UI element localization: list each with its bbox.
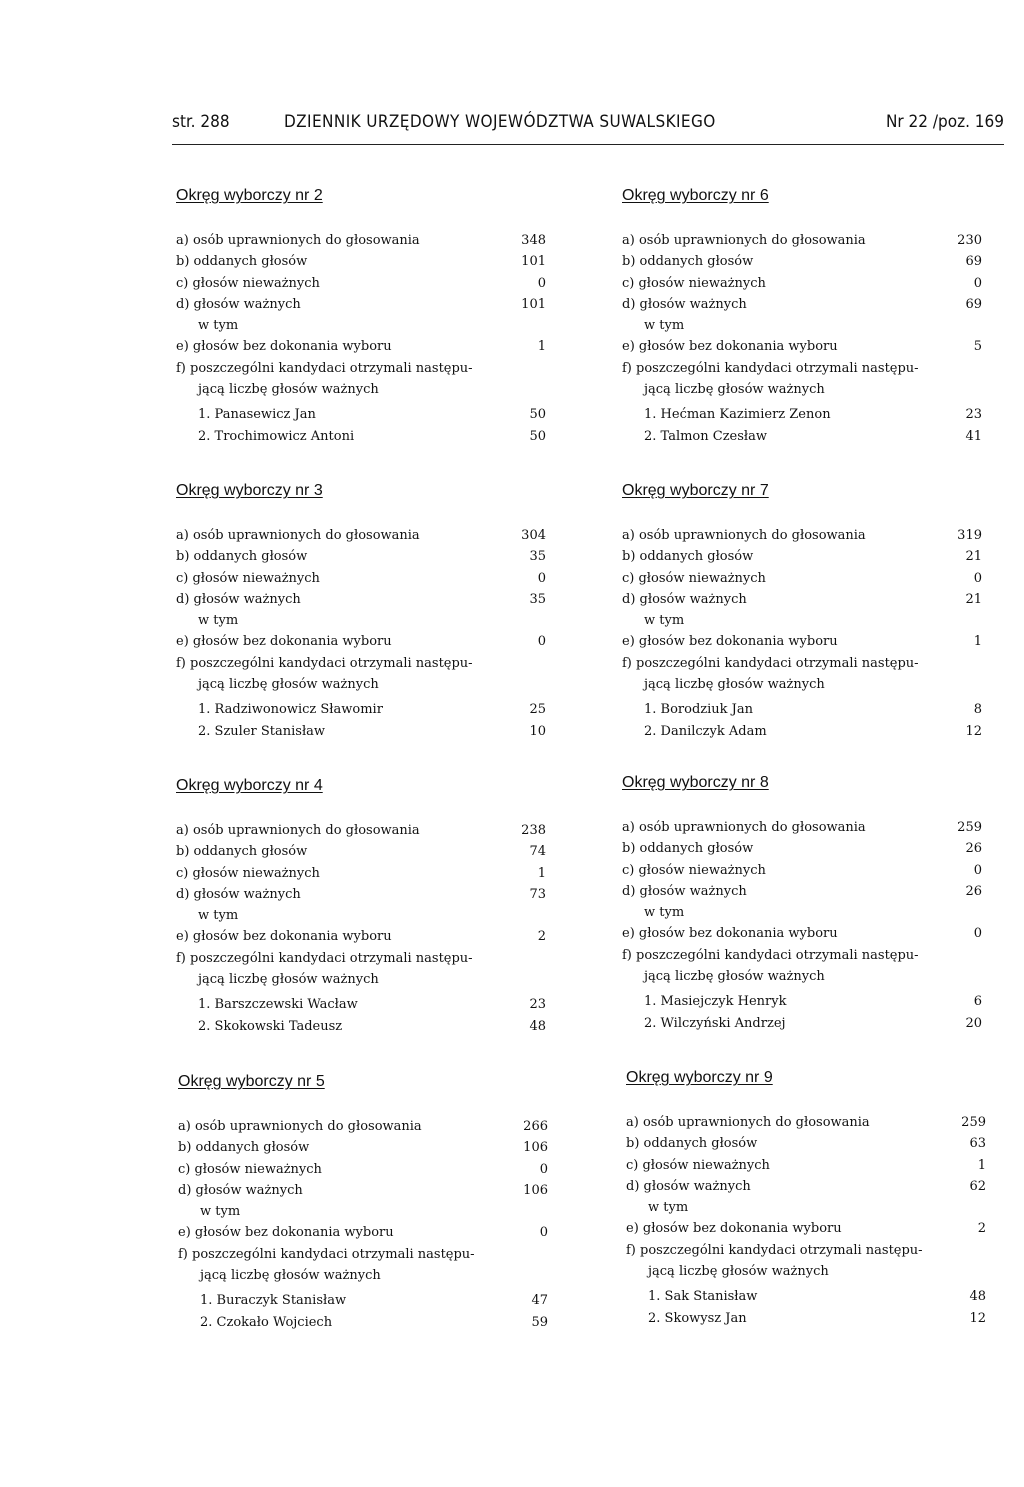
invalid-votes-row — [622, 568, 982, 589]
invalid-votes-value: 1 — [977, 1157, 986, 1173]
invalid-votes-label: c) głosów nieważnych — [622, 275, 766, 291]
w-tym-label: w tym — [198, 908, 239, 924]
invalid-votes-value: 1 — [537, 865, 546, 881]
no-choice-votes-label: e) głosów bez dokonania wyboru — [622, 339, 838, 355]
eligible-voters-value: 348 — [521, 233, 546, 248]
candidate-row — [176, 994, 546, 1015]
votes-cast-row — [176, 841, 546, 862]
no-choice-votes-label: e) głosów bez dokonania wyboru — [176, 634, 392, 650]
candidates-intro-line1: f) poszczególni kandydaci otrzymali następu- — [626, 1242, 923, 1258]
candidates-intro-line2: jącą liczbę głosów ważnych — [648, 1264, 829, 1280]
votes-cast-value: 101 — [521, 254, 546, 270]
invalid-votes-row — [622, 273, 982, 294]
w-tym-label: w tym — [198, 613, 239, 629]
votes-cast-label: b) oddanych głosów — [178, 1140, 310, 1156]
eligible-voters-row — [178, 1116, 548, 1137]
candidate-votes: 25 — [529, 702, 546, 718]
page-number: str. 288 — [172, 112, 230, 132]
candidates-intro-line2: jącą liczbę głosów ważnych — [644, 382, 825, 398]
no-choice-votes-value: 5 — [973, 339, 982, 355]
votes-cast-row — [622, 838, 982, 859]
valid-votes-row — [622, 881, 982, 902]
candidate-name: 2. Skowysz Jan — [648, 1310, 747, 1326]
candidate-row — [176, 721, 546, 742]
votes-cast-label: b) oddanych głosów — [176, 549, 308, 565]
no-choice-votes-row — [176, 631, 546, 652]
candidate-votes: 12 — [969, 1310, 986, 1326]
eligible-voters-value: 319 — [957, 528, 982, 543]
invalid-votes-label: c) głosów nieważnych — [622, 862, 766, 878]
votes-cast-label: b) oddanych głosów — [176, 844, 308, 860]
candidate-name: 2. Skokowski Tadeusz — [198, 1018, 343, 1034]
no-choice-votes-value: 2 — [537, 929, 546, 945]
valid-votes-row — [626, 1176, 986, 1197]
district-2 — [176, 186, 546, 447]
valid-votes-value: 106 — [523, 1182, 548, 1198]
invalid-votes-row — [176, 568, 546, 589]
invalid-votes-value: 0 — [973, 862, 982, 878]
candidates-intro-line2: jącą liczbę głosów ważnych — [198, 382, 379, 398]
votes-cast-value: 69 — [965, 254, 982, 270]
valid-votes-row — [176, 589, 546, 610]
district-title: Okręg wyborczy nr 4 — [176, 777, 323, 794]
candidate-votes: 48 — [969, 1289, 986, 1305]
votes-cast-value: 106 — [523, 1140, 548, 1156]
no-choice-votes-row — [626, 1218, 986, 1239]
candidate-name: 2. Talmon Czesław — [644, 428, 768, 444]
votes-cast-row — [176, 251, 546, 272]
w-tym-label: w tym — [198, 318, 239, 334]
invalid-votes-value: 0 — [537, 570, 546, 586]
district-title: Okręg wyborczy nr 2 — [176, 187, 323, 204]
votes-cast-label: b) oddanych głosów — [626, 1136, 758, 1152]
candidate-votes: 48 — [529, 1018, 546, 1034]
candidate-name: 1. Sak Stanisław — [648, 1289, 758, 1305]
votes-cast-value: 26 — [965, 841, 982, 857]
valid-votes-label: d) głosów ważnych — [176, 886, 301, 902]
candidate-row — [176, 426, 546, 447]
no-choice-votes-row — [178, 1222, 548, 1243]
candidates-intro-line2: jącą liczbę głosów ważnych — [198, 677, 379, 693]
invalid-votes-label: c) głosów nieważnych — [176, 570, 320, 586]
eligible-voters-label: a) osób uprawnionych do głosowania — [176, 233, 420, 248]
w-tym-label: w tym — [644, 905, 685, 921]
no-choice-votes-value: 1 — [537, 339, 546, 355]
eligible-voters-value: 259 — [961, 1115, 986, 1130]
no-choice-votes-value: 2 — [977, 1221, 986, 1237]
votes-cast-label: b) oddanych głosów — [622, 841, 754, 857]
no-choice-votes-value: 0 — [973, 926, 982, 942]
no-choice-votes-label: e) głosów bez dokonania wyboru — [622, 926, 838, 942]
invalid-votes-row — [176, 273, 546, 294]
invalid-votes-value: 0 — [537, 275, 546, 291]
invalid-votes-label: c) głosów nieważnych — [176, 865, 320, 881]
votes-cast-row — [626, 1133, 986, 1154]
candidates-intro-line1: f) poszczególni kandydaci otrzymali następu- — [176, 360, 473, 376]
candidate-votes: 59 — [531, 1314, 548, 1330]
candidate-votes: 50 — [529, 407, 546, 423]
candidates-intro-line2: jącą liczbę głosów ważnych — [200, 1268, 381, 1284]
votes-cast-value: 21 — [965, 549, 982, 565]
candidate-votes: 6 — [973, 994, 982, 1010]
eligible-voters-label: a) osób uprawnionych do głosowania — [622, 820, 866, 835]
valid-votes-value: 21 — [965, 591, 982, 607]
no-choice-votes-label: e) głosów bez dokonania wyboru — [176, 929, 392, 945]
votes-cast-row — [622, 251, 982, 272]
invalid-votes-value: 0 — [973, 570, 982, 586]
invalid-votes-label: c) głosów nieważnych — [176, 275, 320, 291]
district-9 — [626, 1068, 986, 1329]
valid-votes-value: 101 — [521, 296, 546, 312]
eligible-voters-label: a) osób uprawnionych do głosowania — [622, 233, 866, 248]
invalid-votes-label: c) głosów nieważnych — [178, 1161, 322, 1177]
candidate-name: 2. Danilczyk Adam — [644, 723, 767, 739]
district-3 — [176, 481, 546, 742]
no-choice-votes-row — [622, 336, 982, 357]
valid-votes-label: d) głosów ważnych — [176, 591, 301, 607]
valid-votes-label: d) głosów ważnych — [178, 1182, 303, 1198]
invalid-votes-row — [176, 863, 546, 884]
candidate-name: 1. Barszczewski Wacław — [198, 997, 358, 1013]
votes-cast-row — [622, 546, 982, 567]
eligible-voters-row — [626, 1112, 986, 1133]
candidates-intro-line2: jącą liczbę głosów ważnych — [644, 677, 825, 693]
votes-cast-row — [176, 546, 546, 567]
invalid-votes-row — [178, 1159, 548, 1180]
eligible-voters-label: a) osób uprawnionych do głosowania — [178, 1119, 422, 1134]
votes-cast-label: b) oddanych głosów — [622, 254, 754, 270]
valid-votes-value: 69 — [965, 296, 982, 312]
district-6 — [622, 186, 982, 447]
no-choice-votes-value: 0 — [537, 634, 546, 650]
page-header — [172, 108, 1004, 142]
eligible-voters-row — [622, 817, 982, 838]
valid-votes-row — [176, 294, 546, 315]
district-4 — [176, 776, 546, 1037]
candidates-intro-line1: f) poszczególni kandydaci otrzymali następu- — [622, 655, 919, 671]
votes-cast-value: 74 — [529, 844, 546, 860]
candidate-name: 1. Hećman Kazimierz Zenon — [644, 407, 831, 423]
votes-cast-row — [178, 1137, 548, 1158]
invalid-votes-row — [622, 860, 982, 881]
no-choice-votes-label: e) głosów bez dokonania wyboru — [176, 339, 392, 355]
district-title: Okręg wyborczy nr 6 — [622, 187, 769, 204]
candidate-votes: 8 — [973, 702, 982, 718]
valid-votes-label: d) głosów ważnych — [622, 591, 747, 607]
candidate-name: 2. Wilczyński Andrzej — [644, 1015, 786, 1031]
district-title: Okręg wyborczy nr 5 — [178, 1073, 325, 1090]
eligible-voters-row — [176, 820, 546, 841]
candidate-name: 1. Masiejczyk Henryk — [644, 994, 787, 1010]
candidate-votes: 23 — [529, 997, 546, 1013]
eligible-voters-row — [622, 525, 982, 546]
candidates-intro-line1: f) poszczególni kandydaci otrzymali następu- — [622, 360, 919, 376]
eligible-voters-label: a) osób uprawnionych do głosowania — [626, 1115, 870, 1130]
valid-votes-value: 62 — [969, 1178, 986, 1194]
no-choice-votes-row — [622, 631, 982, 652]
candidates-intro-line1: f) poszczególni kandydaci otrzymali następu- — [176, 950, 473, 966]
candidate-votes: 20 — [965, 1015, 982, 1031]
valid-votes-value: 26 — [965, 883, 982, 899]
invalid-votes-value: 0 — [539, 1161, 548, 1177]
no-choice-votes-value: 1 — [973, 634, 982, 650]
votes-cast-value: 63 — [969, 1136, 986, 1152]
candidate-votes: 23 — [965, 407, 982, 423]
invalid-votes-value: 0 — [973, 275, 982, 291]
candidate-row — [622, 404, 982, 425]
candidate-name: 2. Szuler Stanisław — [198, 723, 326, 739]
candidate-votes: 47 — [531, 1293, 548, 1309]
issue-number: Nr 22 /poz. 169 — [885, 112, 1004, 132]
candidate-name: 1. Panasewicz Jan — [198, 407, 316, 423]
valid-votes-row — [622, 589, 982, 610]
eligible-voters-row — [176, 230, 546, 251]
candidate-row — [176, 1016, 546, 1037]
candidate-row — [622, 426, 982, 447]
journal-title: DZIENNIK URZĘDOWY WOJEWÓDZTWA SUWALSKIEGO — [284, 112, 716, 132]
district-5 — [178, 1072, 548, 1333]
no-choice-votes-label: e) głosów bez dokonania wyboru — [178, 1225, 394, 1241]
no-choice-votes-row — [176, 926, 546, 947]
votes-cast-label: b) oddanych głosów — [622, 549, 754, 565]
eligible-voters-value: 259 — [957, 820, 982, 835]
valid-votes-label: d) głosów ważnych — [622, 296, 747, 312]
w-tym-label: w tym — [644, 613, 685, 629]
eligible-voters-label: a) osób uprawnionych do głosowania — [176, 528, 420, 543]
eligible-voters-value: 238 — [521, 823, 546, 838]
candidate-row — [622, 721, 982, 742]
valid-votes-label: d) głosów ważnych — [622, 883, 747, 899]
eligible-voters-value: 230 — [957, 233, 982, 248]
valid-votes-value: 35 — [529, 591, 546, 607]
votes-cast-value: 35 — [529, 549, 546, 565]
candidate-name: 2. Trochimowicz Antoni — [198, 428, 355, 444]
candidate-name: 1. Buraczyk Stanisław — [200, 1293, 347, 1309]
valid-votes-value: 73 — [529, 886, 546, 902]
candidate-votes: 41 — [965, 428, 982, 444]
eligible-voters-value: 266 — [523, 1119, 548, 1134]
candidates-intro-line2: jącą liczbę głosów ważnych — [644, 969, 825, 985]
candidate-row — [178, 1290, 548, 1311]
eligible-voters-row — [622, 230, 982, 251]
w-tym-label: w tym — [200, 1204, 241, 1220]
candidate-row — [176, 404, 546, 425]
candidate-votes: 10 — [529, 723, 546, 739]
candidates-intro-line1: f) poszczególni kandydaci otrzymali następu- — [178, 1246, 475, 1262]
district-title: Okręg wyborczy nr 7 — [622, 482, 769, 499]
w-tym-label: w tym — [648, 1200, 689, 1216]
candidate-row — [626, 1308, 986, 1329]
candidate-name: 2. Czokało Wojciech — [200, 1314, 333, 1330]
candidate-name: 1. Borodziuk Jan — [644, 702, 754, 718]
valid-votes-label: d) głosów ważnych — [176, 296, 301, 312]
no-choice-votes-row — [622, 923, 982, 944]
district-7 — [622, 481, 982, 742]
district-title: Okręg wyborczy nr 3 — [176, 482, 323, 499]
no-choice-votes-row — [176, 336, 546, 357]
candidate-row — [178, 1312, 548, 1333]
candidate-name: 1. Radziwonowicz Sławomir — [198, 702, 383, 718]
header-rule — [172, 144, 1004, 145]
candidates-intro-line2: jącą liczbę głosów ważnych — [198, 972, 379, 988]
valid-votes-row — [178, 1180, 548, 1201]
no-choice-votes-value: 0 — [539, 1225, 548, 1241]
district-8 — [622, 773, 982, 1034]
candidate-row — [176, 699, 546, 720]
valid-votes-row — [622, 294, 982, 315]
invalid-votes-label: c) głosów nieważnych — [626, 1157, 770, 1173]
no-choice-votes-label: e) głosów bez dokonania wyboru — [626, 1221, 842, 1237]
candidate-row — [626, 1286, 986, 1307]
w-tym-label: w tym — [644, 318, 685, 334]
eligible-voters-row — [176, 525, 546, 546]
valid-votes-label: d) głosów ważnych — [626, 1178, 751, 1194]
candidate-row — [622, 991, 982, 1012]
candidate-row — [622, 699, 982, 720]
eligible-voters-value: 304 — [521, 528, 546, 543]
valid-votes-row — [176, 884, 546, 905]
district-title: Okręg wyborczy nr 8 — [622, 774, 769, 791]
candidate-votes: 50 — [529, 428, 546, 444]
district-title: Okręg wyborczy nr 9 — [626, 1069, 773, 1086]
no-choice-votes-label: e) głosów bez dokonania wyboru — [622, 634, 838, 650]
eligible-voters-label: a) osób uprawnionych do głosowania — [176, 823, 420, 838]
invalid-votes-label: c) głosów nieważnych — [622, 570, 766, 586]
invalid-votes-row — [626, 1155, 986, 1176]
candidate-votes: 12 — [965, 723, 982, 739]
candidates-intro-line1: f) poszczególni kandydaci otrzymali następu- — [176, 655, 473, 671]
votes-cast-label: b) oddanych głosów — [176, 254, 308, 270]
candidate-row — [622, 1013, 982, 1034]
candidates-intro-line1: f) poszczególni kandydaci otrzymali następu- — [622, 947, 919, 963]
eligible-voters-label: a) osób uprawnionych do głosowania — [622, 528, 866, 543]
